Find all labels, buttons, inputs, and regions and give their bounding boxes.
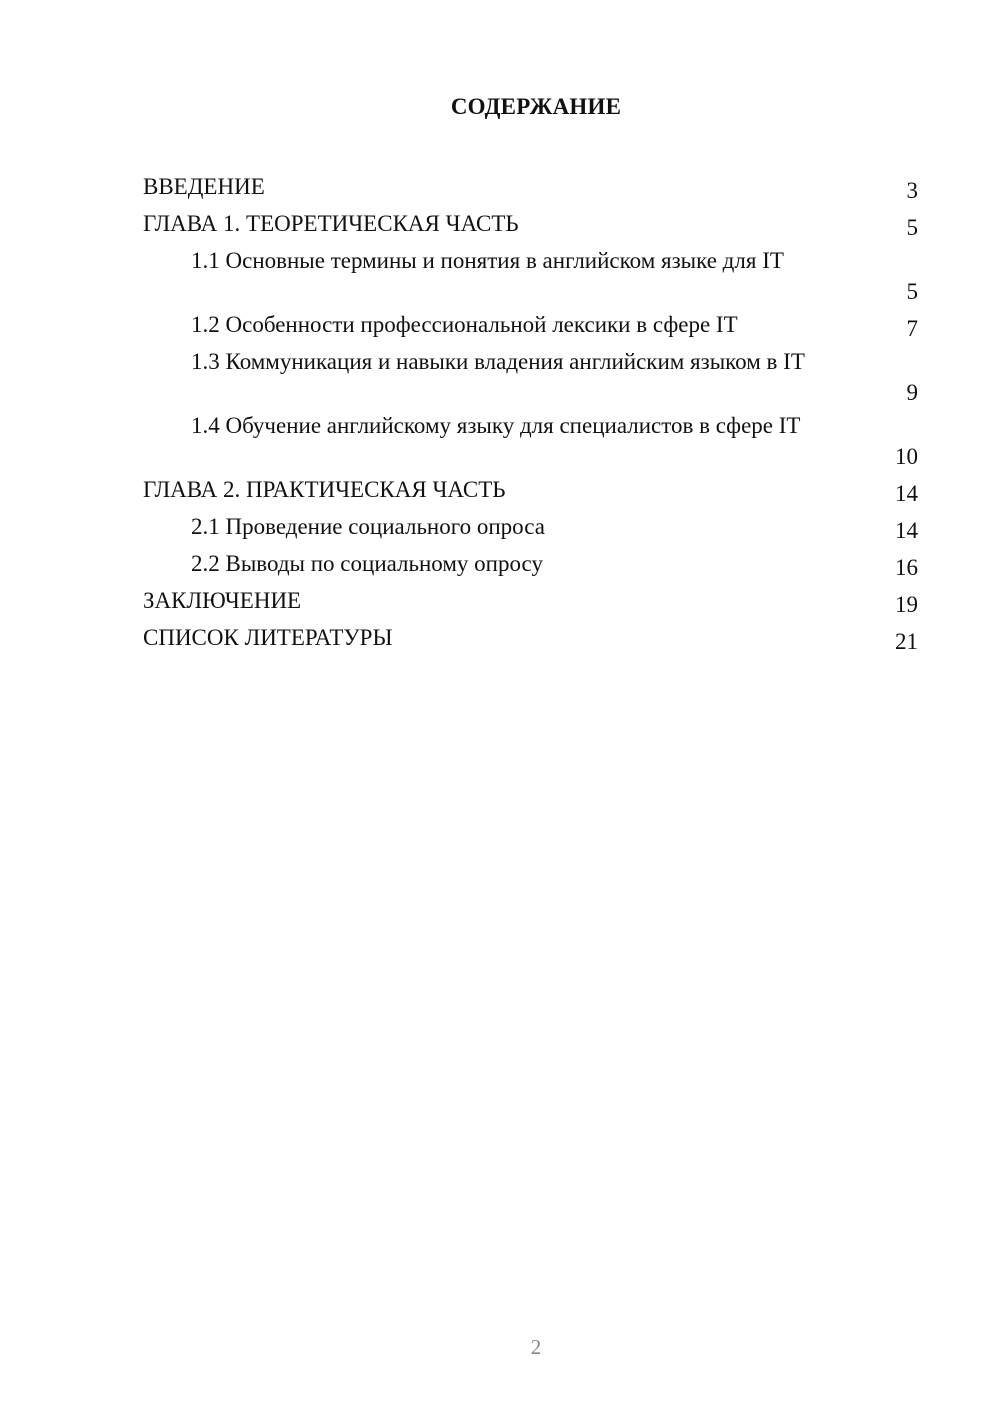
toc-entry-page: 5 [906, 279, 918, 304]
toc-entry-section-2-1 [143, 510, 918, 547]
toc-entry-page: 10 [895, 444, 918, 469]
toc-entry-introduction [143, 170, 918, 207]
toc-entry-label: ЗАКЛЮЧЕНИЕ [143, 588, 302, 613]
toc-entry-section-2-2 [143, 547, 918, 584]
toc-entry-label: 2.1 Проведение социального опроса [191, 514, 545, 539]
toc-entry-conclusion [143, 584, 918, 621]
toc-entry-page: 14 [895, 518, 918, 543]
toc-entry-chapter-1 [143, 207, 918, 244]
toc-entry-page: 19 [895, 592, 918, 617]
page-number: 2 [530, 1335, 542, 1359]
toc-entry-page: 3 [906, 178, 918, 203]
toc-entry-chapter-2 [143, 473, 918, 510]
toc-entry-page: 9 [906, 380, 918, 405]
toc-entry-label: 1.3 Коммуникация и навыки владения английским языком в IT [191, 349, 805, 374]
toc-entry-page: 16 [895, 555, 918, 580]
table-of-contents [143, 170, 918, 658]
toc-entry-section-1-2 [143, 308, 918, 345]
toc-entry-page: 14 [895, 481, 918, 506]
toc-entry-label: 1.2 Особенности профессиональной лексики в сфере IT [191, 312, 738, 337]
toc-entry-label: 2.2 Выводы по социальному опросу [191, 551, 543, 576]
toc-entry-label: 1.4 Обучение английскому языку для специалистов в сфере IT [191, 413, 801, 438]
toc-entry-section-1-3 [143, 345, 918, 409]
toc-entry-page: 5 [906, 215, 918, 240]
toc-entry-label: ВВЕДЕНИЕ [143, 174, 265, 199]
toc-entry-label: ГЛАВА 1. ТЕОРЕТИЧЕСКАЯ ЧАСТЬ [143, 211, 519, 236]
toc-entry-page: 7 [906, 316, 918, 341]
toc-entry-section-1-4 [143, 409, 918, 473]
toc-entry-label: СПИСОК ЛИТЕРАТУРЫ [143, 625, 393, 650]
document-title: СОДЕРЖАНИЕ [450, 94, 622, 119]
toc-entry-label: ГЛАВА 2. ПРАКТИЧЕСКАЯ ЧАСТЬ [143, 477, 506, 502]
toc-entry-page: 21 [895, 629, 918, 654]
toc-entry-section-1-1 [143, 244, 918, 308]
toc-entry-bibliography [143, 621, 918, 658]
toc-entry-label: 1.1 Основные термины и понятия в английском языке для IT [191, 248, 784, 273]
